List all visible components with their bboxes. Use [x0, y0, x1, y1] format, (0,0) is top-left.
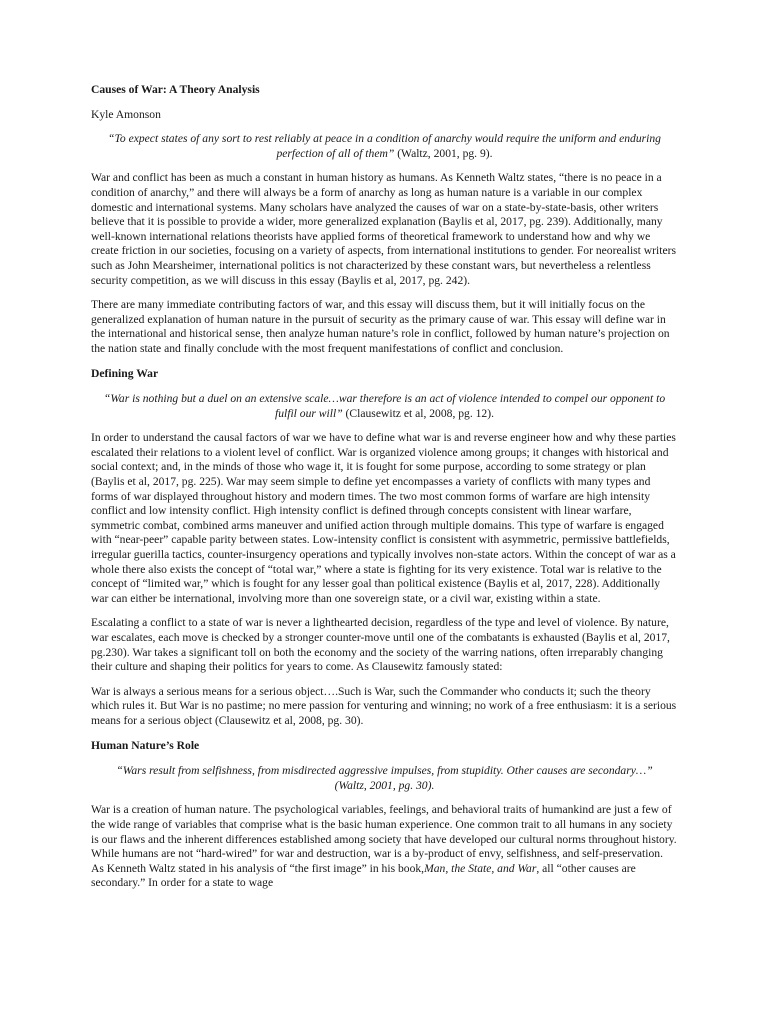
- document-title: Causes of War: A Theory Analysis: [91, 83, 260, 96]
- paragraph-text: , all “other causes are secondary.” In order for a state to wage: [91, 861, 636, 890]
- document-author: Kyle Amonson: [91, 107, 161, 121]
- paragraph-human-nature: [91, 803, 678, 891]
- epigraph-citation: (Waltz, 2001, pg. 9).: [394, 146, 493, 160]
- epigraph-quote: “Wars result from selfishness, from misdirected aggressive impulses, from stupidity. Other causes are secondary…” (Waltz, 2001, pg. 30).: [116, 764, 653, 792]
- epigraph-quote: “War is nothing but a duel on an extensive scale…war therefore is an act of violence intended to compel our opponent to fulfil our will”: [103, 392, 666, 420]
- paragraph-thesis: There are many immediate contributing factors of war, and this essay will discuss them, but it will initially focus on the generalized explanation of human nature in the pursuit of security as the primary cause of war. This essay will define war in the international and historical sense, then analyze human nature’s role in conflict, followed by human nature’s projection on the nation state and finally conclude with the most frequent manifestations of conflict and conclusion.: [91, 298, 670, 355]
- epigraph-clausewitz: [91, 392, 678, 421]
- paragraph-intro: War and conflict has been as much a constant in human history as humans. As Kenneth Waltz states, “there is no peace in a condition of anarchy,” and there will always be a form of anarchy as long as human nature is a variable in our complex domestic and international systems. Many scholars have analyzed the causes of war on a state-by-state-basis, other writers believe that it is possible to provide a wider, more generalized explanation (Baylis et al, 2017, pg. 239). Additionally, many well-known international relations theorists have applied forms of theoretical framework to understand how and why we create friction in our societies, focusing on a variety of aspects, from international institutions to gender. For neorealist writers such as John Mearsheimer, international politics is not characterized by these constant wars, but nevertheless a relentless security competition, as we will discuss in this essay (Baylis et al, 2017, pg. 242).: [91, 171, 676, 287]
- epigraph-quote: “To expect states of any sort to rest reliably at peace in a condition of anarchy would require the uniform and enduring perfection of all of them”: [108, 132, 661, 160]
- section-heading-defining-war: Defining War: [91, 366, 159, 380]
- book-title: Man, the State, and War: [424, 861, 537, 875]
- paragraph-definition: In order to understand the causal factors of war we have to define what war is and reverse engineer how and why these parties escalated their relations to a violent level of conflict. War is organized violence among groups; it changes with historical and social context; and, in the minds of those who wage it, it is fought for some purpose, according to some strategy or plan (Baylis et al, 2017, pg. 225). War may seem simple to define yet encompasses a variety of conflicts with many types and forms of war displayed throughout history and modern times. The two most common forms of warfare are high intensity conflict and low intensity conflict. High intensity conflict is defined through concepts consistent with linear warfare, symmetric combat, combined arms maneuver and unified action through multiple domains. This type of warfare is engaged with “near-peer” capable parity between states. Low-intensity conflict is consistent with asymmetric, permissive battlefields, irregular guerilla tactics, counter-insurgency operations and typically involves non-state actors. Within the concept of war as a whole there also exists the concept of “total war,” where a state is fighting for its very existence. Total war is relative to the concept of “limited war,” which is fought for any lesser goal than political existence (Baylis et al, 2017, 228). Additionally war can either be international, involving more than one sovereign state, or a civil war, existing within a state.: [91, 431, 676, 605]
- epigraph-citation: (Clausewitz et al, 2008, pg. 12).: [342, 406, 494, 420]
- paragraph-clausewitz-quote: War is always a serious means for a serious object….Such is War, such the Commander who conducts it; such the theory which rules it. But War is no pastime; no mere passion for venturing and winning; no work of a free enthusiasm: it is a serious means for a serious object (Clausewitz et al, 2008, pg. 30).: [91, 684, 677, 727]
- epigraph-waltz-2: [91, 764, 678, 793]
- paragraph-escalation: Escalating a conflict to a state of war is never a lighthearted decision, regardless of the type and level of violence. By nature, war escalates, each move is checked by a stronger counter-move until one of the combatants is exhausted (Baylis et al, 2017, pg.230). War takes a significant toll on both the economy and the society of the warring nations, often irreparably changing their culture and shaping their politics for years to come. As Clausewitz famously stated:: [91, 616, 670, 674]
- epigraph-waltz: [91, 132, 678, 161]
- section-heading-human-nature: Human Nature’s Role: [91, 738, 200, 752]
- paragraph-text: War is a creation of human nature. The psychological variables, feelings, and behavioral traits of humankind are just a few of the wide range of variables that comprise what is the basic human experience. One common trait to all humans in any society is our flaws and the inherent differences established among society that have developed our cultural norms throughout history. While humans are not “hard-wired” for war and destruction, war is a by-product of envy, selfishness, and self-preservation. As Kenneth Waltz stated in his analysis of “the first image” in his book,: [91, 803, 677, 875]
